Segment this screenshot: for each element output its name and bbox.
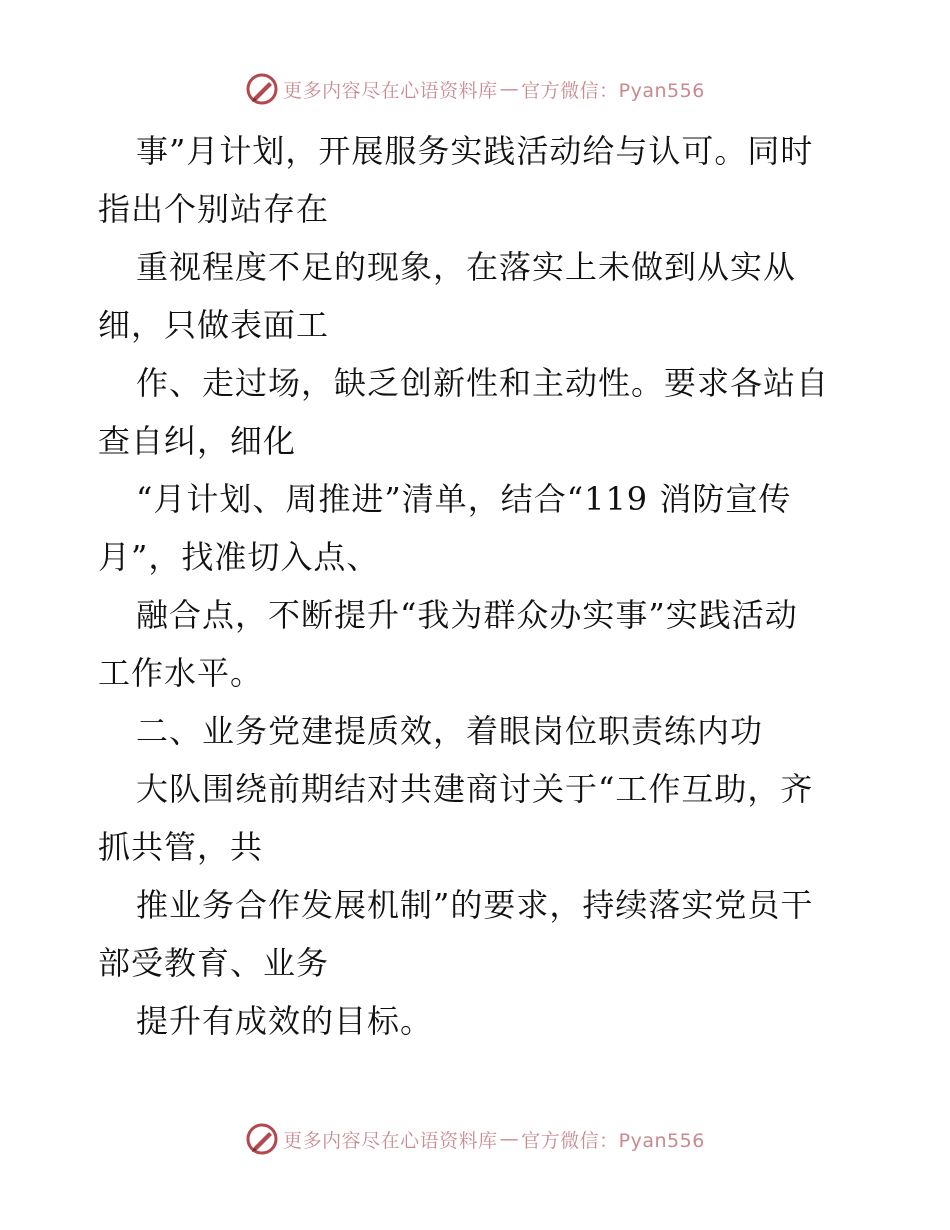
watermark-brand: 更多内容尽在心语资料库 <box>283 1129 498 1152</box>
text-line: 工作水平。 <box>98 654 264 692</box>
text-line: 作、走过场，缺乏创新性和主动性。要求各站自 <box>136 364 830 402</box>
watermark-contact: 官方微信：Pyan556 <box>521 79 705 102</box>
text-line: 大队围绕前期结对共建商讨关于“工作互助，齐 <box>136 770 814 808</box>
pen-logo-icon <box>245 72 279 106</box>
document-body <box>98 122 850 1050</box>
text-line: 指出个别站存在 <box>98 190 330 228</box>
text-line: 提升有成效的目标。 <box>136 1002 434 1040</box>
text-line: 部受教育、业务 <box>98 944 330 982</box>
watermark-contact: 官方微信：Pyan556 <box>521 1129 705 1152</box>
section-heading: 二、业务党建提质效，着眼岗位职责练内功 <box>136 712 764 750</box>
pen-logo-icon <box>245 1122 279 1156</box>
text-line: 推业务合作发展机制”的要求，持续落实党员干 <box>136 886 814 924</box>
text-line: 重视程度不足的现象，在落实上未做到从实从 <box>136 248 797 286</box>
text-line: 细，只做表面工 <box>98 306 330 344</box>
footer-watermark <box>0 1122 950 1156</box>
watermark-separator: — <box>499 1128 520 1150</box>
text-line: 融合点，不断提升“我为群众办实事”实践活动 <box>136 596 798 634</box>
text-line: 抓共管，共 <box>98 828 264 866</box>
text-line: 事”月计划，开展服务实践活动给与认可。同时 <box>136 132 814 170</box>
text-line: 查自纠，细化 <box>98 422 297 460</box>
text-line: 月”，找准切入点、 <box>98 538 380 576</box>
watermark-brand: 更多内容尽在心语资料库 <box>283 79 498 102</box>
text-line: “月计划、周推进”清单，结合“119 消防宣传 <box>136 480 792 518</box>
header-watermark <box>0 72 950 106</box>
watermark-separator: — <box>499 78 520 100</box>
